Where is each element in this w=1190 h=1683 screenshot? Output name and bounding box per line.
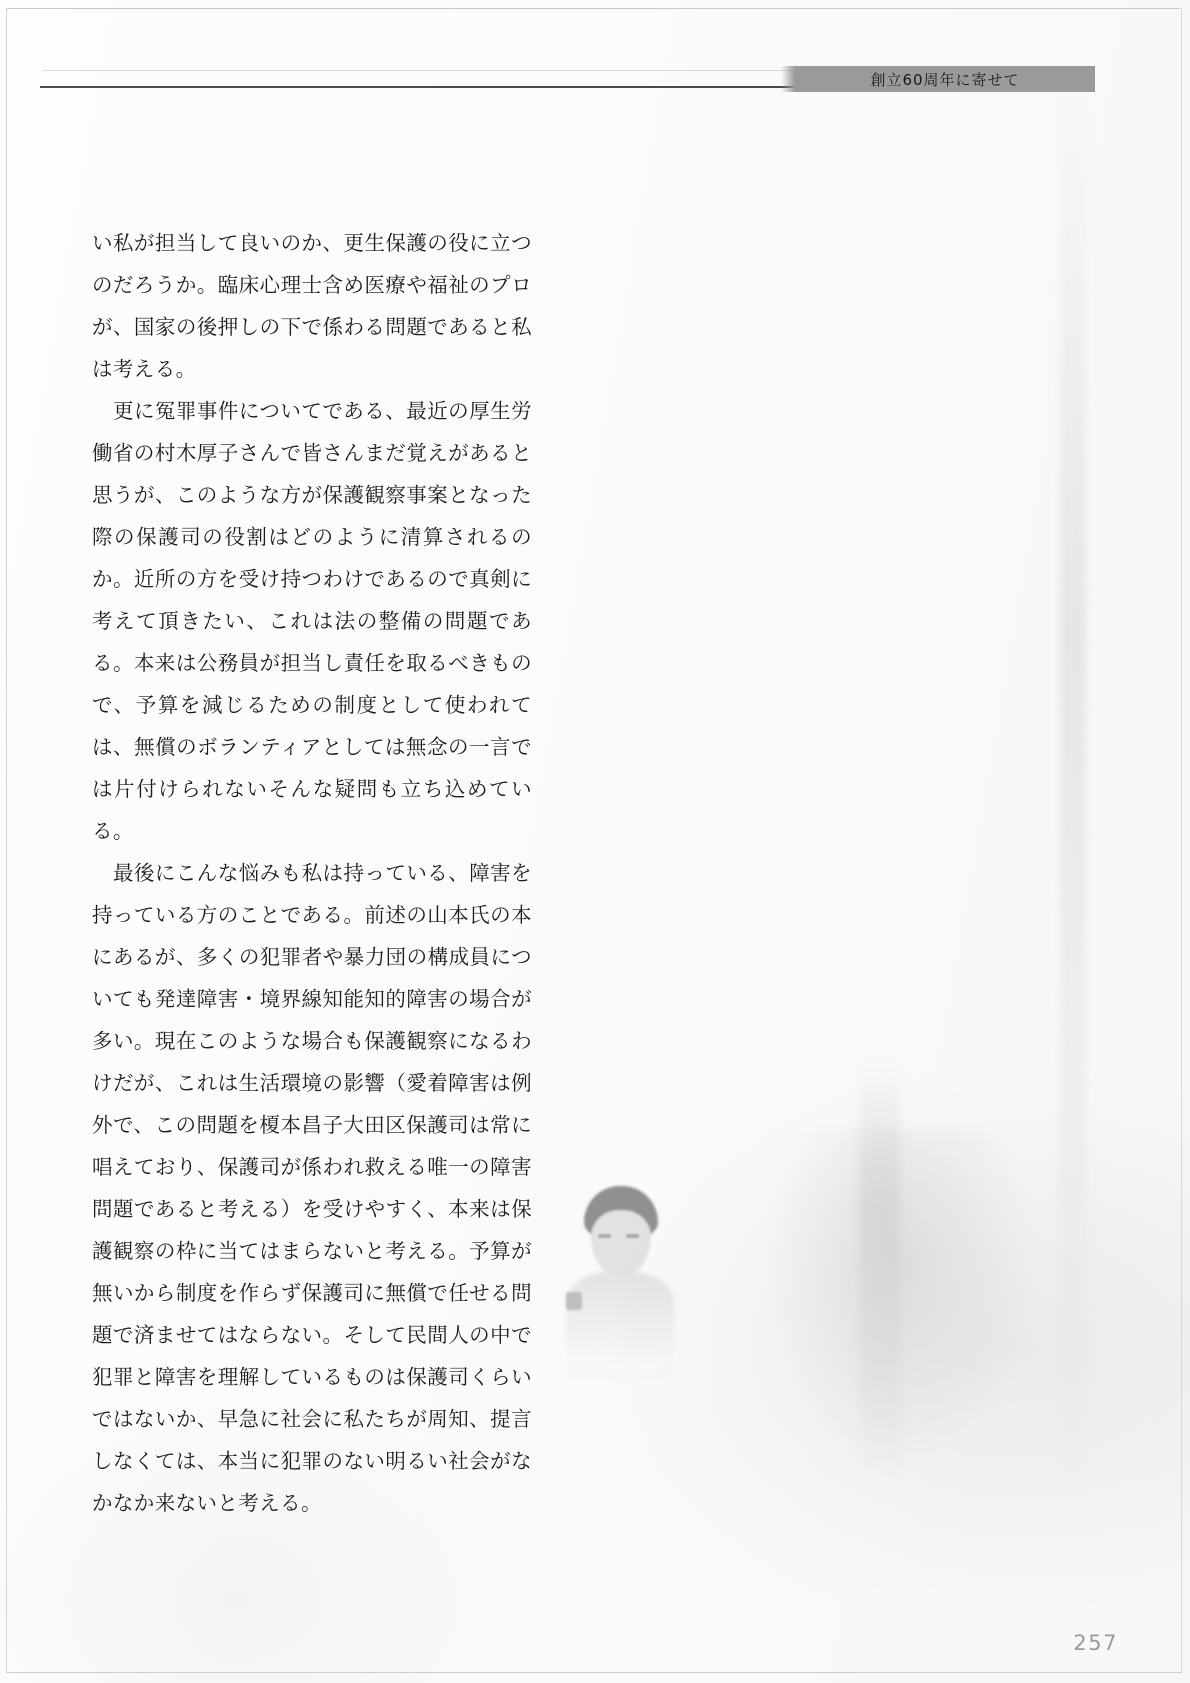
scan-edge-top — [6, 8, 1180, 9]
scan-artifact-blotch — [770, 1130, 1030, 1460]
scan-edge-right — [1181, 8, 1182, 1673]
body-text-column — [92, 222, 532, 1524]
paragraph-3: 最後にこんな悩みも私は持っている、障害を持っている方のことである。前述の山本氏の本にあるが、多くの犯罪者や暴力団の構成員についても発達障害・境界線知能知的障害の場合が多い。現在このような場合も保護観察になるわけだが、これは生活環境の影響（愛着障害は例外で、この問題を榎本昌子大田区保護司は常に唱えており、保護司が係われ救える唯一の障害問題であると考える）を受けやすく、本来は保護観察の枠に当てはまらないと考える。予算が無いから制度を作らず保護司に無償で任せる問題で済ませてはならない。そして民間人の中で犯罪と障害を理解しているものは保護司くらいではないか、早急に社会に私たちが周知、提言しなくては、本当に犯罪のない明るい社会がなかなか来ないと考える。 — [92, 861, 532, 1515]
author-portrait-photo — [560, 1180, 680, 1380]
header-hairline — [42, 70, 890, 71]
portrait-badge — [566, 1292, 582, 1310]
portrait-face — [591, 1210, 651, 1276]
portrait-eye-left — [598, 1234, 611, 1238]
paragraph-1: い私が担当して良いのか、更生保護の役に立つのだろうか。臨床心理士含め医療や福祉のプロが、国家の後押しの下で係わる問題であると私は考える。 — [92, 231, 532, 381]
page-number: 257 — [1073, 1631, 1118, 1655]
scan-artifact-streak-right — [1060, 60, 1086, 1490]
scan-edge-bottom — [6, 1672, 1182, 1673]
scan-artifact-streak-center — [860, 1060, 900, 1480]
portrait-torso — [566, 1272, 674, 1380]
portrait-eye-right — [626, 1234, 639, 1238]
running-head-banner — [795, 66, 1095, 92]
paragraph-2: 更に冤罪事件についてである、最近の厚生労働省の村木厚子さんで皆さんまだ覚えがあると思うが、このような方が保護観察事案となった際の保護司の役割はどのように清算されるのか。近所の方を受け持つわけであるので真剣に考えて頂きたい、これは法の整備の問題である。本来は公務員が担当し責任を取るべきもので、予算を減じるための制度として使われては、無償のボランティアとしては無念の一言では片付けられないそんな疑問も立ち込めている。 — [92, 399, 532, 843]
scan-edge-left — [6, 8, 7, 1673]
running-head-text: 創立60周年に寄せて — [870, 70, 1020, 89]
